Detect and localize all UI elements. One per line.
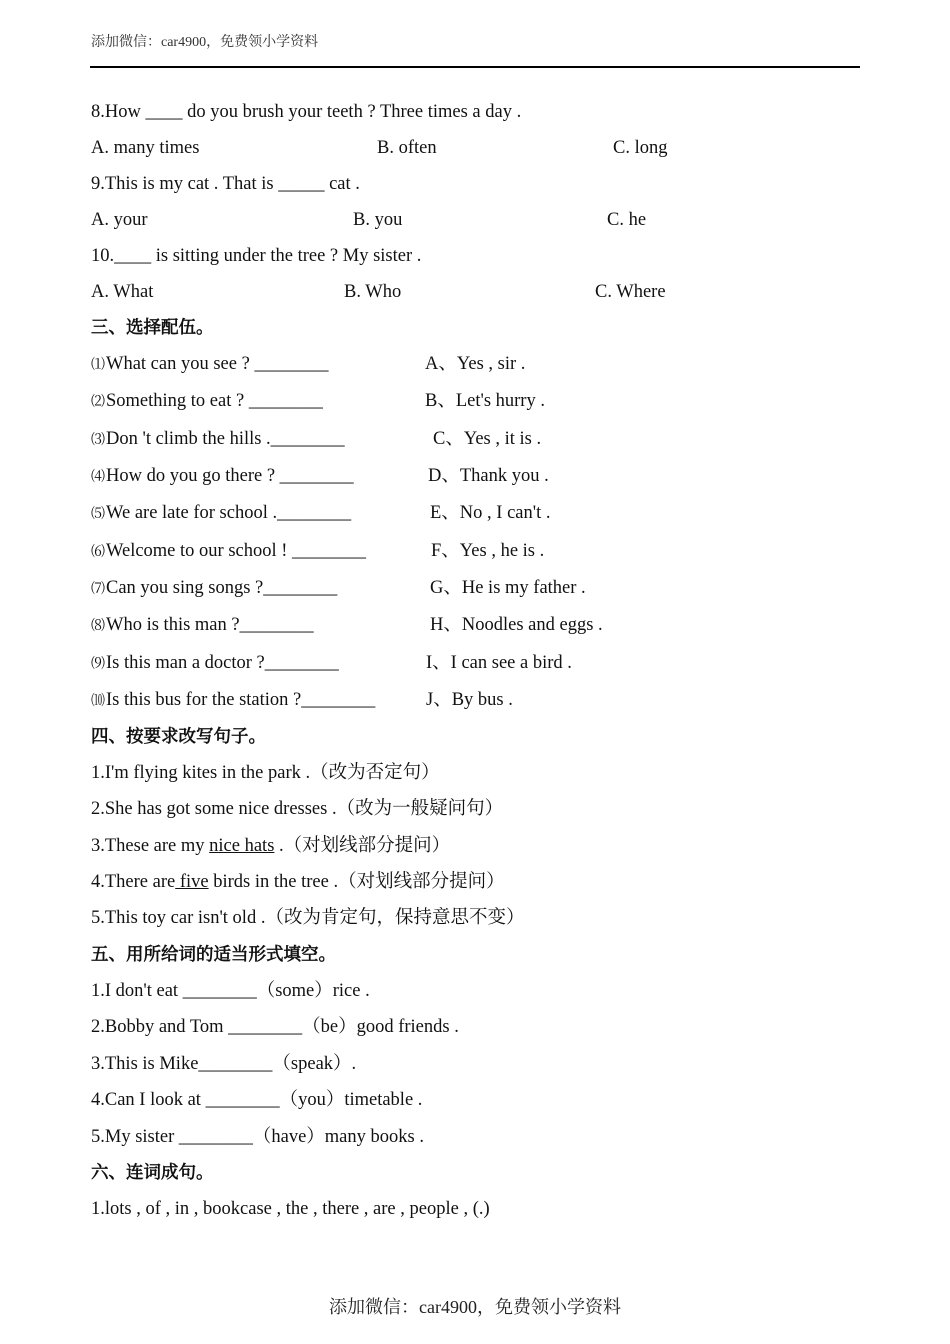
- match-item-9: [91, 651, 339, 677]
- page-header: 添加微信：car4900，免费领小学资料: [91, 35, 319, 50]
- question-9-option-a: A. your: [91, 210, 148, 230]
- match-item-5-number: ⑸: [91, 507, 105, 522]
- match-item-4-number: ⑷: [91, 470, 105, 485]
- match-item-7: [91, 576, 337, 602]
- match-item-6-number: ⑹: [91, 545, 105, 560]
- match-item-4-text: How do you go there ? ________: [106, 466, 354, 486]
- rewrite-sentence-4-suffix: birds in the tree .（对划线部分提问）: [208, 872, 505, 892]
- match-item-3-number: ⑶: [91, 433, 105, 448]
- rewrite-sentence-4-prefix: 4.There are: [91, 872, 176, 892]
- match-item-6-text: Welcome to our school ! ________: [106, 541, 367, 561]
- question-10: 10.____ is sitting under the tree ? My sister .: [91, 246, 422, 266]
- match-answer-c: C、Yes , it is .: [433, 429, 542, 449]
- match-item-8-text: Who is this man ?________: [106, 615, 314, 635]
- header-divider: [90, 66, 860, 68]
- match-item-10-text: Is this bus for the station ?________: [106, 690, 376, 710]
- match-item-7-number: ⑺: [91, 582, 105, 597]
- question-10-option-a: A. What: [91, 282, 154, 302]
- rewrite-sentence-3: [91, 834, 450, 858]
- match-item-8: [91, 613, 314, 639]
- match-item-8-number: ⑻: [91, 619, 105, 634]
- match-item-9-number: ⑼: [91, 657, 105, 672]
- fill-sentence-2: 2.Bobby and Tom ________（be）good friends .: [91, 1017, 459, 1037]
- match-item-1-number: ⑴: [91, 358, 105, 373]
- match-item-9-text: Is this man a doctor ?________: [106, 653, 339, 673]
- match-answer-e: E、No , I can't .: [430, 503, 551, 523]
- match-item-2: [91, 389, 323, 415]
- rewrite-sentence-3-suffix: .（对划线部分提问）: [274, 836, 451, 856]
- question-10-option-b: B. Who: [344, 282, 402, 302]
- section-5-title: 五、用所给词的适当形式填空。: [91, 945, 336, 965]
- section-6-title: 六、连词成句。: [91, 1163, 214, 1183]
- match-answer-b: B、Let's hurry .: [425, 391, 545, 411]
- match-item-10: [91, 688, 375, 714]
- match-item-5-text: We are late for school .________: [106, 503, 352, 523]
- question-8-option-a: A. many times: [91, 138, 200, 158]
- question-9: 9.This is my cat . That is _____ cat .: [91, 174, 360, 194]
- match-item-2-number: ⑵: [91, 395, 105, 410]
- rewrite-sentence-4: [91, 870, 505, 894]
- rewrite-sentence-3-prefix: 3.These are my: [91, 836, 210, 856]
- match-answer-a: A、Yes , sir .: [425, 354, 526, 374]
- fill-sentence-1: 1.I don't eat ________（some）rice .: [91, 981, 370, 1001]
- rewrite-sentence-1: 1.I'm flying kites in the park .（改为否定句）: [91, 763, 440, 783]
- match-item-1: [91, 352, 328, 378]
- question-10-option-c: C. Where: [595, 282, 666, 302]
- match-answer-d: D、Thank you .: [428, 466, 549, 486]
- rewrite-sentence-4-underlined: five: [175, 872, 209, 892]
- match-item-5: [91, 501, 351, 527]
- question-8-option-c: C. long: [613, 138, 668, 158]
- match-answer-i: I、I can see a bird .: [426, 653, 572, 673]
- question-9-option-b: B. you: [353, 210, 403, 230]
- page-footer: 添加微信：car4900，免费领小学资料: [329, 1297, 621, 1317]
- question-8: 8.How ____ do you brush your teeth ? Three times a day .: [91, 102, 522, 122]
- rewrite-sentence-5: 5.This toy car isn't old .（改为肯定句，保持意思不变）: [91, 908, 525, 928]
- match-item-1-text: What can you see ? ________: [106, 354, 329, 374]
- section-3-title: 三、选择配伍。: [91, 318, 214, 338]
- match-item-4: [91, 464, 354, 490]
- match-item-3-text: Don 't climb the hills .________: [106, 429, 345, 449]
- match-item-2-text: Something to eat ? ________: [106, 391, 323, 411]
- match-answer-h: H、Noodles and eggs .: [430, 615, 603, 635]
- match-item-6: [91, 539, 366, 565]
- question-8-option-b: B. often: [377, 138, 437, 158]
- match-answer-j: J、By bus .: [426, 690, 513, 710]
- rewrite-sentence-3-underlined: nice hats: [209, 836, 275, 856]
- fill-sentence-5: 5.My sister ________（have）many books .: [91, 1127, 424, 1147]
- match-item-3: [91, 427, 345, 453]
- match-answer-g: G、He is my father .: [430, 578, 586, 598]
- rewrite-sentence-2: 2.She has got some nice dresses .（改为一般疑问句）: [91, 799, 504, 819]
- question-9-option-c: C. he: [607, 210, 647, 230]
- match-answer-f: F、Yes , he is .: [431, 541, 545, 561]
- fill-sentence-4: 4.Can I look at ________（you）timetable .: [91, 1090, 423, 1110]
- section-4-title: 四、按要求改写句子。: [91, 727, 266, 747]
- reorder-sentence-1: 1.lots , of , in , bookcase , the , there , are , people , (.): [91, 1199, 490, 1219]
- match-item-7-text: Can you sing songs ?________: [106, 578, 338, 598]
- fill-sentence-3: 3.This is Mike________（speak）.: [91, 1054, 357, 1074]
- match-item-10-number: ⑽: [91, 694, 105, 709]
